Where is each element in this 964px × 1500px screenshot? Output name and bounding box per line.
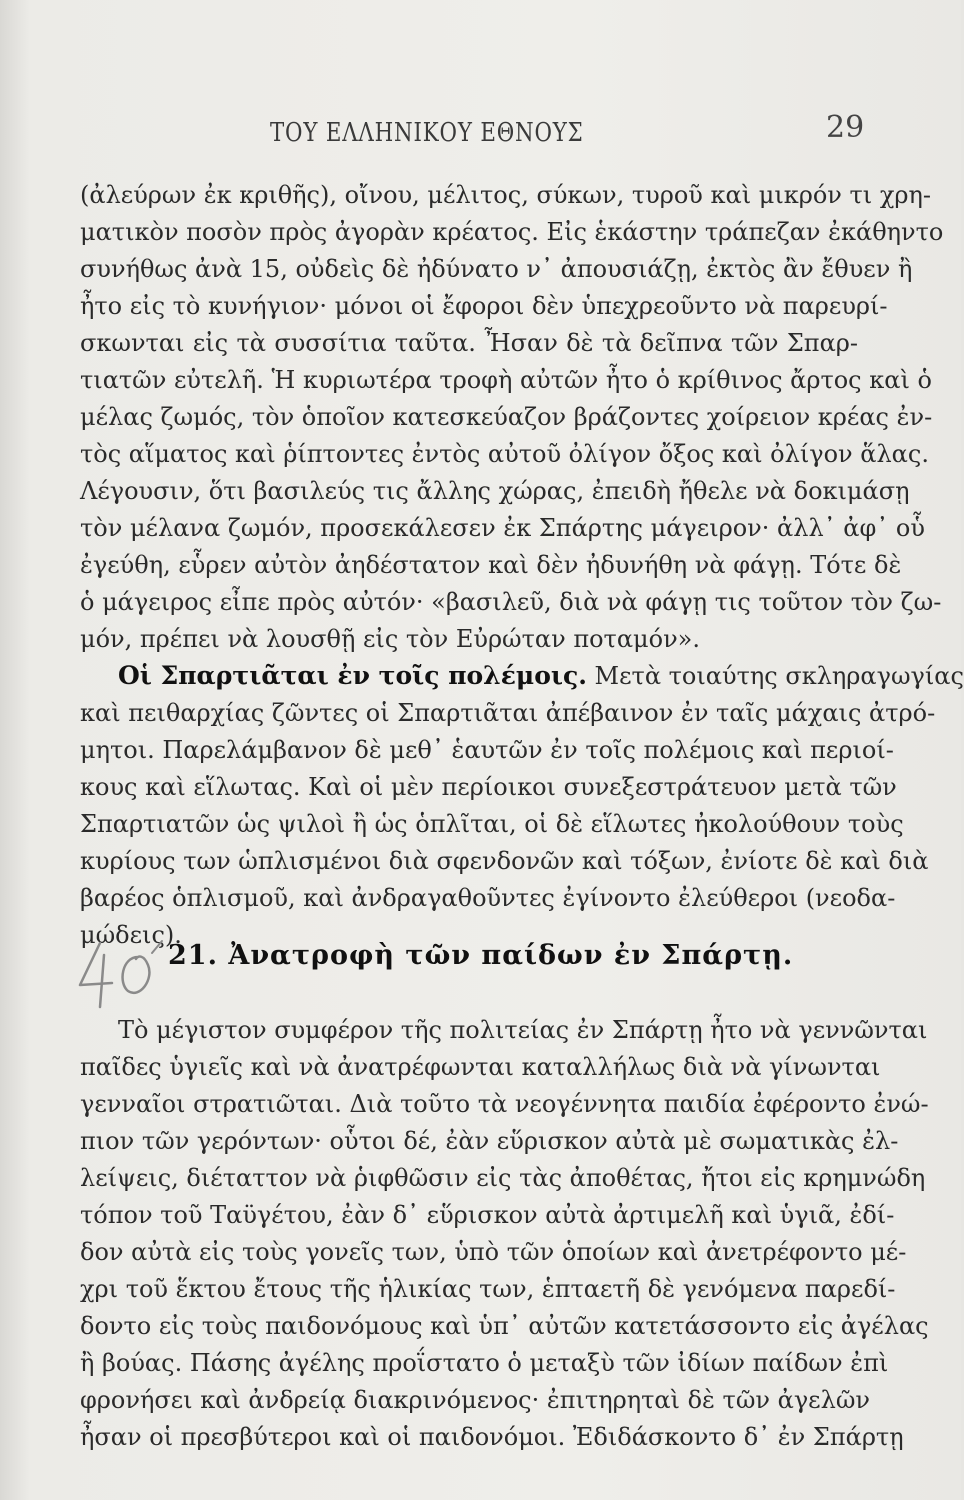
section-heading: 21. Ἀνατροφὴ τῶν παίδων ἐν Σπάρτῃ. [168,940,794,971]
paragraph-lead-heading: Οἱ Σπαρτιᾶται ἐν τοῖς πολέμοις. [118,661,587,690]
text-line: πιον τῶν γερόντων· οὗτοι δέ, ἐὰν εὕρισκον αὐτὰ μὲ σωματικὰς ἐλ- [80,1127,899,1155]
text-line: παῖδες ὑγιεῖς καὶ νὰ ἀνατρέφωνται καταλλήλως διὰ νὰ γίνωνται [80,1053,881,1081]
text-line: τὸς αἵματος καὶ ῥίπτοντες ἐντὸς αὐτοῦ ὀλίγον ὄξος καὶ ὀλίγον ἅλας. [80,440,929,468]
text-line: Σπαρτιατῶν ὡς ψιλοὶ ἢ ὡς ὁπλῖται, οἱ δὲ εἵλωτες ἠκολούθουν τοὺς [80,810,904,838]
text-line: μητοι. Παρελάμβανον δὲ μεθ᾽ ἑαυτῶν ἐν τοῖς πολέμοις καὶ περιοί- [80,736,894,764]
text-line: μέλας ζωμός, τὸν ὁποῖον κατεσκεύαζον βράζοντες χοίρειον κρέας ἐν- [80,403,933,431]
text-line: φρονήσει καὶ ἀνδρείᾳ διακρινόμενος· ἐπιτηρηταὶ δὲ τῶν ἀγελῶν [80,1386,870,1414]
handwritten-mark [66,935,176,1015]
text-line: χρι τοῦ ἕκτου ἔτους τῆς ἡλικίας των, ἑπταετῆ δὲ γενόμενα παρεδί- [80,1275,896,1303]
text-line: ἢ βούας. Πάσης ἀγέλης προΐστατο ὁ μεταξὺ τῶν ἰδίων παίδων ἐπὶ [80,1349,889,1377]
text-line: κους καὶ εἵλωτας. Καὶ οἱ μὲν περίοικοι συνεξεστράτευον μετὰ τῶν [80,773,897,801]
text-line: ἐγεύθη, εὗρεν αὐτὸν ἀηδέστατον καὶ δὲν ἠδυνήθη νὰ φάγῃ. Τότε δὲ [80,551,902,579]
text-line: γενναῖοι στρατιῶται. Διὰ τοῦτο τὰ νεογέννητα παιδία ἐφέροντο ἐνώ- [80,1090,929,1118]
text-line: ἦσαν οἱ πρεσβύτεροι καὶ οἱ παιδονόμοι. Ἐδιδάσκοντο δ᾽ ἐν Σπάρτῃ [80,1423,904,1451]
text-line: καὶ πειθαρχίας ζῶντες οἱ Σπαρτιᾶται ἀπέβαινον ἐν ταῖς μάχαις ἀτρό- [80,699,936,727]
text-line: ἦτο εἰς τὸ κυνήγιον· μόνοι οἱ ἔφοροι δὲν ὑπεχρεοῦντο νὰ παρευρί- [80,292,888,320]
text-line: μώδεις). [80,921,182,949]
text-line: μόν, πρέπει νὰ λουσθῇ εἰς τὸν Εὐρώταν ποταμόν». [80,625,700,653]
text-span: Μετὰ τοιαύτης σκληραγωγίας [586,662,964,690]
text-line: τιατῶν εὐτελῆ. Ἡ κυριωτέρα τροφὴ αὐτῶν ἦτο ὁ κρίθινος ἄρτος καὶ ὁ [80,366,932,394]
text-line: ὁ μάγειρος εἶπε πρὸς αὐτόν· «βασιλεῦ, διὰ νὰ φάγῃ τις τοῦτον τὸν ζω- [80,588,942,616]
text-line: Τὸ μέγιστον συμφέρον τῆς πολιτείας ἐν Σπάρτῃ ἦτο νὰ γεννῶνται [118,1016,928,1044]
text-line: ματικὸν ποσὸν πρὸς ἀγορὰν κρέατος. Εἰς ἑκάστην τράπεζαν ἐκάθηντο [80,218,944,246]
text-line: σκωνται εἰς τὰ συσσίτια ταῦτα. Ἦσαν δὲ τὰ δεῖπνα τῶν Σπαρ- [80,329,858,357]
text-line: λείψεις, διέταττον νὰ ῥιφθῶσιν εἰς τὰς ἀποθέτας, ἤτοι εἰς κρημνώδη [80,1164,926,1192]
text-line: συνήθως ἀνὰ 15, οὐδεὶς δὲ ἠδύνατο ν᾽ ἀπουσιάζῃ, ἐκτὸς ἂν ἔθυεν ἢ [80,255,913,283]
text-line: τόπον τοῦ Ταϋγέτου, ἐὰν δ᾽ εὕρισκον αὐτὰ ἀρτιμελῆ καὶ ὑγιᾶ, ἐδί- [80,1201,895,1229]
text-line: δον αὐτὰ εἰς τοὺς γονεῖς των, ὑπὸ τῶν ὁποίων καὶ ἀνετρέφοντο μέ- [80,1238,907,1266]
paragraph-lead-line [118,658,964,694]
text-line: κυρίους των ὡπλισμένοι διὰ σφενδονῶν καὶ τόξων, ἐνίοτε δὲ καὶ διὰ [80,847,929,875]
text-line: (ἀλεύρων ἐκ κριθῆς), οἴνου, μέλιτος, σύκων, τυροῦ καὶ μικρόν τι χρη- [80,181,931,209]
page-number: 29 [826,110,865,145]
text-line: δοντο εἰς τοὺς παιδονόμους καὶ ὑπ᾽ αὐτῶν κατετάσσοντο εἰς ἀγέλας [80,1312,929,1340]
text-line: βαρέος ὁπλισμοῦ, καὶ ἀνδραγαθοῦντες ἐγίνοντο ἐλεύθεροι (νεοδα- [80,884,896,912]
text-line: Λέγουσιν, ὅτι βασιλεύς τις ἄλλης χώρας, ἐπειδὴ ἤθελε νὰ δοκιμάσῃ [80,477,910,505]
running-title: ΤΟΥ ΕΛΛΗΝΙΚΟΥ ΕΘΝΟΥΣ [270,118,584,148]
text-line: τὸν μέλανα ζωμόν, προσεκάλεσεν ἐκ Σπάρτης μάγειρον· ἀλλ᾽ ἀφ᾽ οὗ [80,514,925,542]
